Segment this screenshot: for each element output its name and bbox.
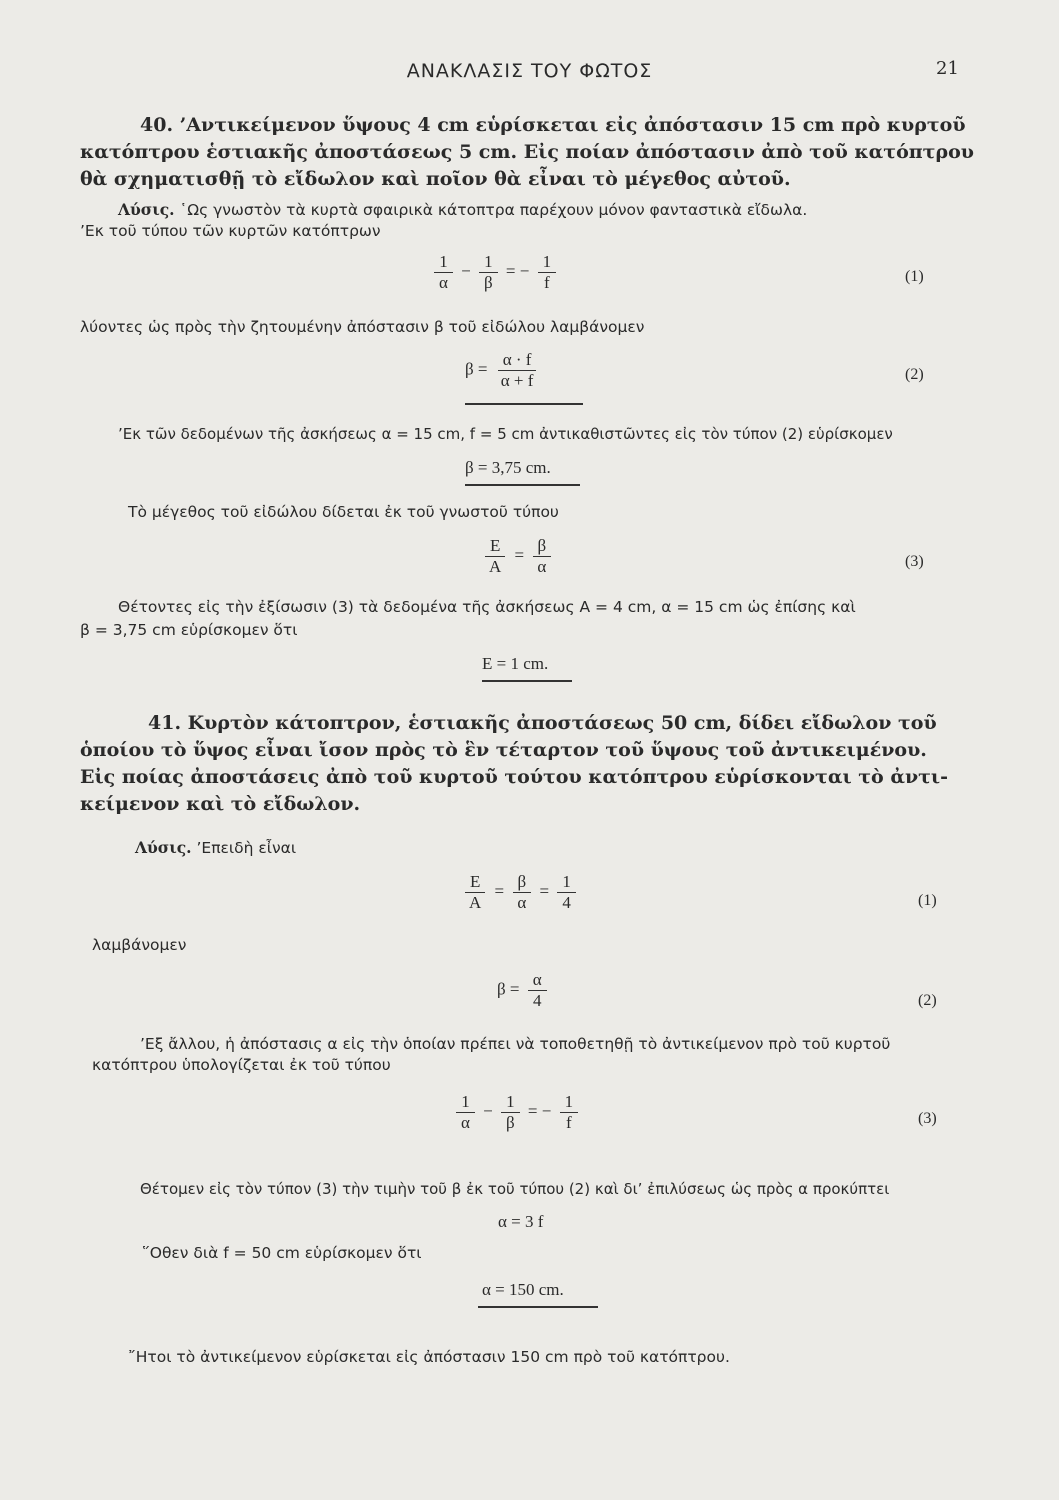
- paragraph-text: ’Εξ ἄλλου, ἡ ἀπόστασις α εἰς τὴν ὁποίαν πρέπει νὰ τοποθετηθῇ τὸ ἀντικείμενον πρὸ τοῦ κυρτοῦ: [140, 1035, 891, 1053]
- operator: =: [514, 545, 525, 565]
- numerator: 1: [538, 252, 557, 273]
- equation-number: (2): [905, 366, 924, 383]
- operator: =: [477, 359, 488, 379]
- paragraph-text: λύοντες ὡς πρὸς τὴν ζητουμένην ἀπόστασιν β τοῦ εἰδώλου λαμβάνομεν: [80, 318, 645, 336]
- denominator: 4: [562, 893, 571, 912]
- equation-41-2: [497, 970, 551, 1011]
- underline-rule: [482, 680, 572, 682]
- problem-40-line2: κατόπτρου ἑστιακῆς ἀποστάσεως 5 cm. Εἰς ποίαν ἀπόστασιν ἀπὸ τοῦ κατόπτρου: [80, 141, 974, 163]
- solution-label: Λύσις.: [135, 838, 192, 857]
- equation-number: (1): [918, 892, 937, 909]
- operator: =: [509, 979, 520, 999]
- denominator: Α: [489, 557, 502, 576]
- equation-41-3: [452, 1092, 582, 1133]
- paragraph-text: Τὸ μέγεθος τοῦ εἰδώλου δίδεται ἐκ τοῦ γνωστοῦ τύπου: [128, 503, 559, 521]
- paragraph-text: κατόπτρου ὑπολογίζεται ἐκ τοῦ τύπου: [92, 1056, 391, 1074]
- equation-40-2: [465, 350, 542, 391]
- problem-41-line4: κείμενον καὶ τὸ εἴδωλον.: [80, 793, 361, 815]
- operator: −: [483, 1101, 493, 1121]
- denominator: α: [439, 273, 448, 292]
- denominator: f: [544, 273, 550, 292]
- paragraph-text: Θέτοντες εἰς τὴν ἐξίσωσιν (3) τὰ δεδομένα τῆς ἀσκήσεως Α = 4 cm, α = 15 cm ὡς ἐπίσης καὶ: [118, 598, 856, 616]
- paragraph-text: ’Εκ τῶν δεδομένων τῆς ἀσκήσεως α = 15 cm, f = 5 cm ἀντικαθιστῶντες εἰς τὸν τύπον (2) εὑρίσκομεν: [118, 425, 893, 443]
- operator: −: [541, 1101, 552, 1121]
- numerator: 1: [479, 252, 498, 273]
- numerator: β: [533, 536, 552, 557]
- equation-number: (2): [918, 992, 937, 1009]
- denominator: f: [566, 1113, 572, 1132]
- numerator: 1: [560, 1092, 579, 1113]
- running-header: ΑΝΑΚΛΑΣΙΣ ΤΟΥ ΦΩΤΟΣ: [406, 60, 653, 82]
- numerator: Ε: [465, 872, 485, 893]
- result-41-alpha: α = 150 cm.: [482, 1280, 564, 1299]
- paragraph-text: β = 3,75 cm εὑρίσκομεν ὅτι: [80, 621, 298, 639]
- variable: β: [465, 359, 474, 379]
- denominator: Α: [469, 893, 482, 912]
- equation-41-4: α = 3 f: [498, 1212, 544, 1231]
- problem-41-line3: Εἰς ποίας ἀποστάσεις ἀπὸ τοῦ κυρτοῦ τούτου κατόπτρου εὑρίσκονται τὸ ἀντι-: [80, 766, 949, 788]
- solution-text: ῾Ως γνωστὸν τὰ κυρτὰ σφαιρικὰ κάτοπτρα παρέχουν μόνον φανταστικὰ εἴδωλα.: [179, 201, 808, 219]
- paragraph-text: Θέτομεν εἰς τὸν τύπον (3) τὴν τιμὴν τοῦ β ἐκ τοῦ τύπου (2) καὶ δι’ ἐπιλύσεως ὡς πρὸς α προκύπτει: [140, 1180, 890, 1198]
- numerator: Ε: [485, 536, 505, 557]
- operator: =: [505, 261, 516, 281]
- underline-rule: [478, 1306, 598, 1308]
- denominator: 4: [532, 991, 542, 1010]
- numerator: 1: [434, 252, 453, 273]
- operator: −: [519, 261, 530, 281]
- paragraph-text: λαμβάνομεν: [92, 936, 187, 954]
- page-number: 21: [936, 58, 959, 79]
- operator: =: [539, 881, 550, 901]
- denominator: α: [537, 557, 547, 576]
- numerator: 1: [501, 1092, 520, 1113]
- denominator: α: [517, 893, 527, 912]
- denominator: α + f: [500, 371, 534, 390]
- numerator: 1: [456, 1092, 475, 1113]
- solution-label: Λύσις.: [118, 200, 175, 219]
- solution-text: ’Εκ τοῦ τύπου τῶν κυρτῶν κατόπτρων: [80, 222, 381, 240]
- numerator: α · f: [498, 350, 537, 371]
- numerator: β: [513, 872, 532, 893]
- underline-rule: [465, 484, 580, 486]
- solution-text: ’Επειδὴ εἶναι: [196, 839, 297, 857]
- denominator: β: [506, 1113, 515, 1132]
- denominator: α: [461, 1113, 470, 1132]
- equation-number: (3): [905, 553, 924, 570]
- operator: −: [461, 261, 471, 281]
- problem-40-line3: θὰ σχηματισθῇ τὸ εἴδωλον καὶ ποῖον θὰ εἶναι τὸ μέγεθος αὐτοῦ.: [80, 168, 791, 190]
- problem-40-line1: 40. ’Αντικείμενον ὕψους 4 cm εὑρίσκεται εἰς ἀπόστασιν 15 cm πρὸ κυρτοῦ: [140, 114, 966, 136]
- equation-40-3: [480, 536, 555, 577]
- variable: β: [497, 979, 506, 999]
- operator: =: [527, 1101, 538, 1121]
- equation-number: (3): [918, 1110, 937, 1127]
- paragraph-text: ῎Ητοι τὸ ἀντικείμενον εὑρίσκεται εἰς ἀπόστασιν 150 cm πρὸ τοῦ κατόπτρου.: [128, 1348, 730, 1366]
- result-40-E: Ε = 1 cm.: [482, 654, 549, 673]
- denominator: β: [484, 273, 493, 292]
- operator: =: [494, 881, 505, 901]
- numerator: α: [528, 970, 547, 991]
- equation-41-1: [460, 872, 580, 913]
- equation-40-1: [430, 252, 560, 293]
- underline-rule: [465, 403, 583, 405]
- equation-number: (1): [905, 268, 924, 285]
- paragraph-text: ῞Οθεν διὰ f = 50 cm εὑρίσκομεν ὅτι: [142, 1244, 422, 1262]
- problem-41-line2: ὁποίου τὸ ὕψος εἶναι ἴσον πρὸς τὸ ἓν τέταρτον τοῦ ὕψους τοῦ ἀντικειμένου.: [80, 739, 927, 761]
- problem-41-line1: 41. Κυρτὸν κάτοπτρον, ἑστιακῆς ἀποστάσεως 50 cm, δίδει εἴδωλον τοῦ: [148, 712, 937, 734]
- result-40-beta: β = 3,75 cm.: [465, 458, 551, 477]
- numerator: 1: [557, 872, 576, 893]
